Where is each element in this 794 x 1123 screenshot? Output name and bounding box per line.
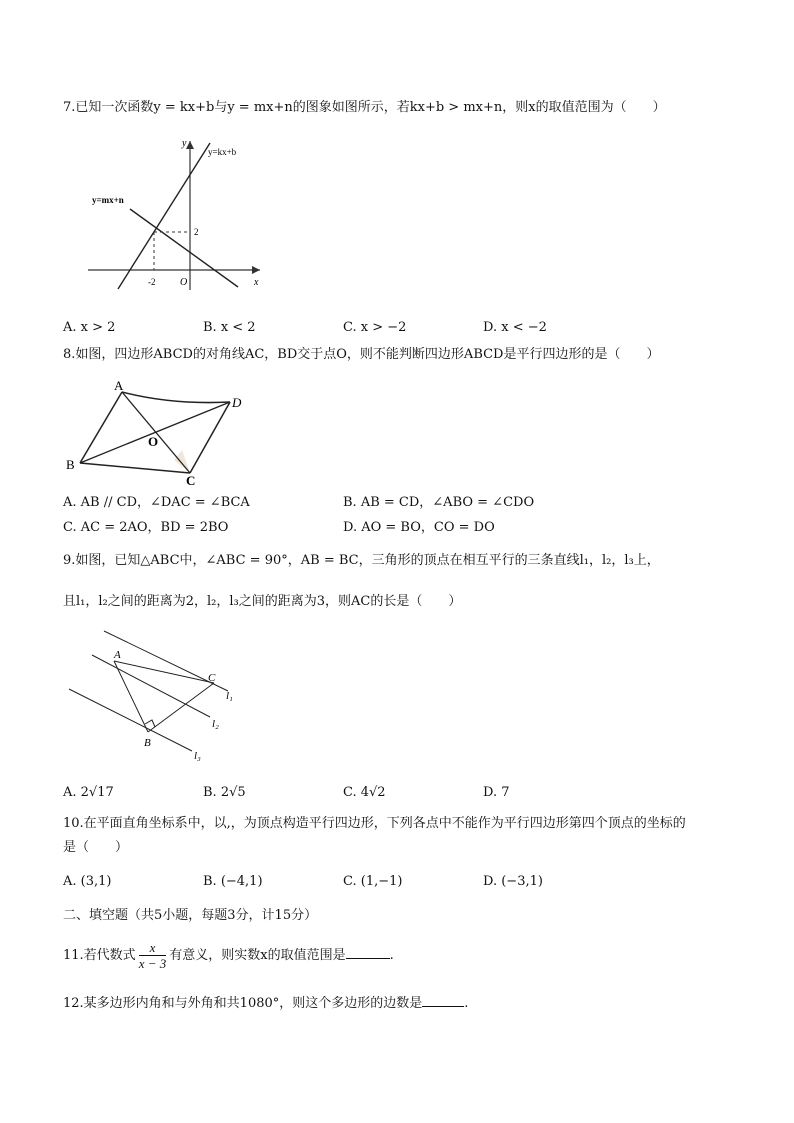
q12-answer-blank[interactable] bbox=[422, 1006, 464, 1007]
question-9-stem-line1: 9.如图，已知△ABC中，∠ABC = 90°，AB = BC，三角形的顶点在相互平行的三条直线l₁，l₂，l₃上， bbox=[63, 553, 660, 568]
label-l3: l₃ bbox=[194, 750, 201, 762]
question-11 bbox=[63, 940, 394, 971]
q11-denominator: x − 3 bbox=[138, 956, 167, 971]
center-o: O bbox=[148, 434, 159, 449]
side-bc bbox=[80, 463, 190, 473]
question-9-stem-line2: 且l₁，l₂之间的距离为2，l₂，l₃之间的距离为3，则AC的长是（ ） bbox=[63, 594, 462, 609]
q9-option-d[interactable]: D. 7 bbox=[483, 785, 510, 800]
q12-end: . bbox=[464, 996, 469, 1011]
q11-prefix: 11.若代数式 bbox=[63, 948, 136, 963]
q8-option-c[interactable]: C. AC = 2AO，BD = 2BO bbox=[63, 520, 229, 535]
q12-text: 12.某多边形内角和与外角和共1080°，则这个多边形的边数是 bbox=[63, 996, 423, 1011]
line-kx-b bbox=[118, 143, 210, 289]
vertex-c: C bbox=[186, 473, 196, 487]
question-8-stem: 8.如图，四边形ABCD的对角线AC，BD交于点O，则不能判断四边形ABCD是平行四边形的是（ ） bbox=[63, 347, 660, 362]
right-angle-mark bbox=[145, 720, 155, 727]
q8-option-a[interactable]: A. AB // CD，∠DAC = ∠BCA bbox=[63, 495, 250, 510]
q10-option-b[interactable]: B. (−4,1) bbox=[203, 874, 263, 889]
q9-option-c[interactable]: C. 4√2 bbox=[343, 785, 386, 800]
vertex-c: C bbox=[208, 672, 216, 684]
question-10-stem-line1: 10.在平面直角坐标系中，以,，为顶点构造平行四边形，下列各点中不能作为平行四边形第四个顶点的坐标的 bbox=[63, 816, 686, 831]
vertex-d: D bbox=[232, 395, 242, 410]
side-ab bbox=[80, 392, 122, 463]
label-l1: l₁ bbox=[226, 690, 233, 702]
vertex-a: A bbox=[114, 378, 124, 393]
side-ac bbox=[114, 661, 214, 683]
vertex-b: B bbox=[144, 737, 151, 749]
question-7-figure bbox=[84, 135, 284, 295]
origin-label: O bbox=[180, 277, 188, 288]
line-l2 bbox=[92, 655, 210, 717]
y-tick-label: 2 bbox=[194, 227, 199, 237]
q7-option-d[interactable]: D. x < −2 bbox=[483, 320, 547, 335]
q8-option-d[interactable]: D. AO = BO，CO = DO bbox=[343, 520, 495, 535]
x-axis-arrow bbox=[252, 266, 260, 274]
y-axis-arrow bbox=[186, 141, 194, 149]
diagonal-bd bbox=[80, 402, 230, 463]
q10-option-a[interactable]: A. (3,1) bbox=[63, 874, 112, 889]
label-kx-b: y=kx+b bbox=[208, 147, 237, 157]
side-bc bbox=[148, 683, 214, 732]
x-tick-label: -2 bbox=[148, 277, 156, 287]
q11-suffix: 有意义，则实数x的取值范围是 bbox=[169, 948, 346, 963]
q9-option-b[interactable]: B. 2√5 bbox=[203, 785, 246, 800]
q7-option-b[interactable]: B. x < 2 bbox=[203, 320, 256, 335]
q8-option-b[interactable]: B. AB = CD，∠ABO = ∠CDO bbox=[343, 495, 535, 510]
question-12 bbox=[63, 995, 468, 1013]
question-7-stem: 7.已知一次函数y = kx+b与y = mx+n的图象如图所示，若kx+b > mx+n，则x的取值范围为（ ） bbox=[63, 100, 666, 115]
q7-option-a[interactable]: A. x > 2 bbox=[63, 320, 116, 335]
q11-fraction bbox=[139, 940, 167, 971]
question-9-figure bbox=[64, 628, 244, 768]
y-axis-label: y bbox=[182, 138, 187, 149]
vertex-b: B bbox=[66, 457, 75, 472]
question-10-stem-line2: 是（ ） bbox=[63, 840, 129, 855]
vertex-a: A bbox=[114, 649, 121, 661]
q10-option-d[interactable]: D. (−3,1) bbox=[483, 874, 543, 889]
question-8-figure bbox=[62, 375, 262, 487]
q7-option-c[interactable]: C. x > −2 bbox=[343, 320, 407, 335]
side-ad bbox=[122, 392, 230, 403]
q11-numerator: x bbox=[139, 940, 167, 956]
label-l2: l₂ bbox=[212, 718, 219, 730]
label-mx-n: y=mx+n bbox=[92, 195, 124, 205]
side-ab bbox=[114, 661, 148, 732]
q10-option-c[interactable]: C. (1,−1) bbox=[343, 874, 403, 889]
side-cd bbox=[190, 402, 230, 473]
q11-end: . bbox=[389, 948, 394, 963]
line-mx-n bbox=[130, 209, 238, 287]
x-axis-label: x bbox=[254, 277, 259, 288]
section-2-title: 二、填空题（共5小题，每题3分，计15分） bbox=[63, 908, 318, 923]
q9-option-a[interactable]: A. 2√17 bbox=[63, 785, 114, 800]
q11-answer-blank[interactable] bbox=[346, 958, 390, 959]
